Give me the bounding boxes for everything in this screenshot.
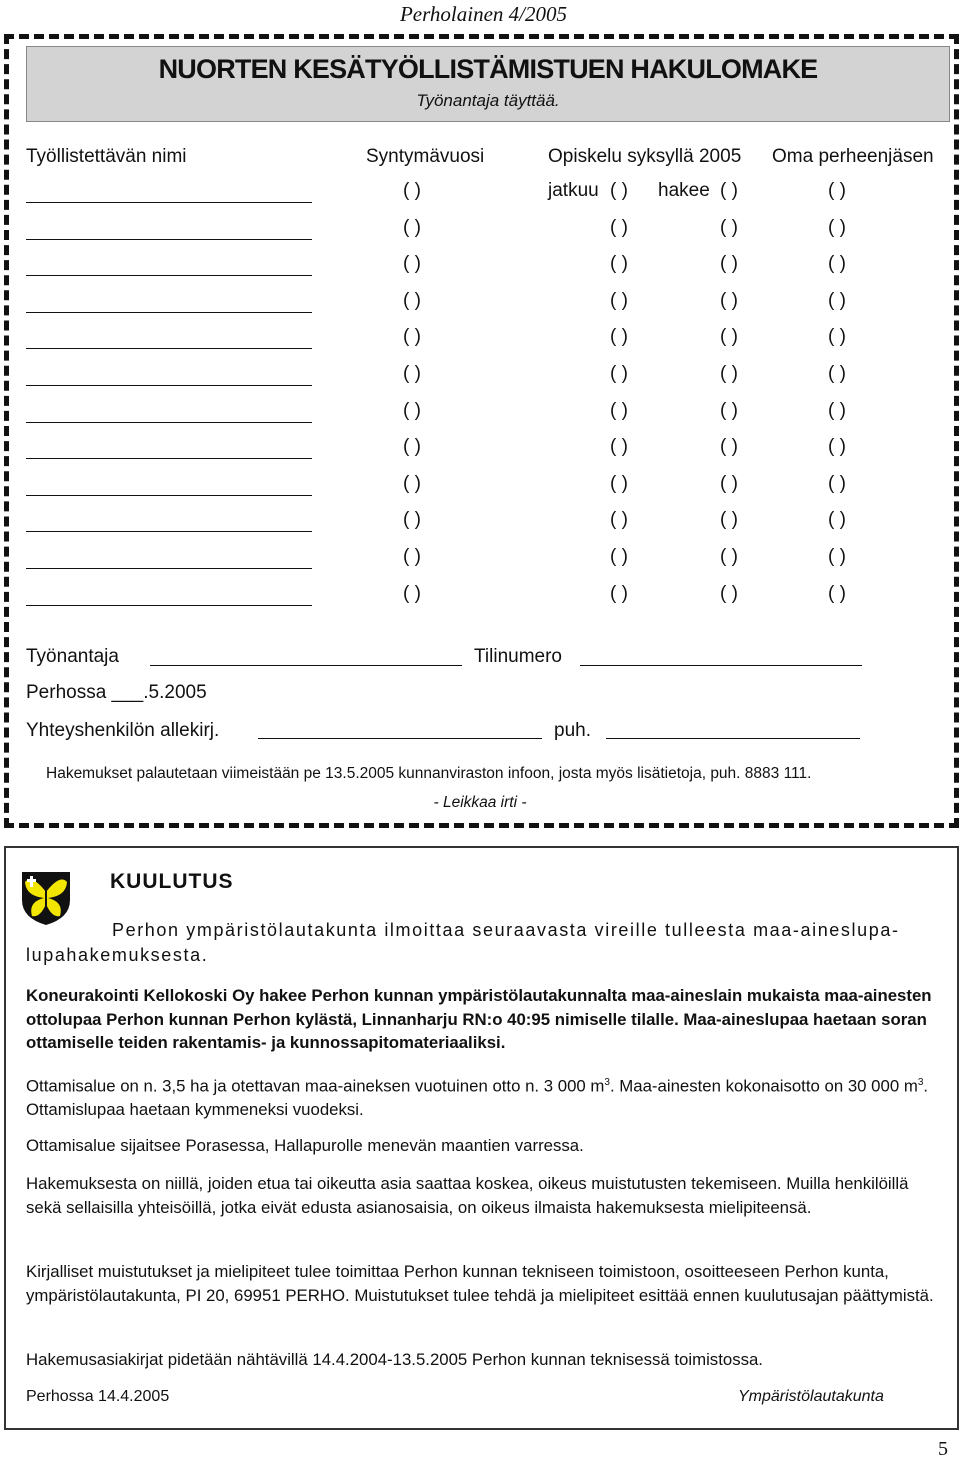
- family-member-checkbox[interactable]: ( ): [828, 289, 846, 311]
- contact-signature-field[interactable]: [258, 738, 542, 739]
- continues-checkbox[interactable]: ( ): [610, 509, 628, 531]
- column-birth-year: Syntymävuosi: [366, 146, 485, 167]
- phone-label: puh.: [554, 720, 591, 741]
- name-field[interactable]: [26, 568, 312, 569]
- applies-checkbox[interactable]: ( ): [720, 326, 738, 348]
- applicant-row: [0, 436, 960, 466]
- name-field[interactable]: [26, 385, 312, 386]
- continues-checkbox[interactable]: ( ): [610, 253, 628, 275]
- applies-checkbox[interactable]: ( ): [720, 399, 738, 421]
- sign-place: Perhossa 14.4.2005: [26, 1388, 170, 1405]
- birth-year-field[interactable]: ( ): [403, 436, 421, 458]
- column-family: Oma perheenjäsen: [772, 146, 934, 167]
- applicant-row: [0, 363, 960, 393]
- applicant-row: [0, 180, 960, 210]
- paragraph-location: Ottamisalue sijaitsee Porasessa, Hallapurolle menevän maantien varressa.: [26, 1136, 584, 1155]
- continues-checkbox[interactable]: ( ): [610, 472, 628, 494]
- birth-year-field[interactable]: ( ): [403, 546, 421, 567]
- applicant-row: [0, 326, 960, 356]
- page-number: 5: [938, 1438, 948, 1460]
- applicant-row: [0, 509, 960, 539]
- paragraph-area: Ottamisalue on n. 3,5 ha ja otettavan maa-aineksen vuotuinen otto n. 3 000 $m^3$. Maa-ainesten kokonaisotto on 30 000 $m^3$. Ottamislupaa haetaan kymmeneksi vuodeksi.: [26, 1076, 929, 1120]
- applies-checkbox[interactable]: ( ): [720, 289, 738, 311]
- family-member-checkbox[interactable]: ( ): [828, 363, 846, 384]
- cut-here-label: - Leikkaa irti -: [433, 794, 527, 811]
- applies-checkbox[interactable]: ( ): [720, 509, 738, 531]
- place-date: Perhossa ___.5.2005: [26, 682, 207, 703]
- birth-year-field[interactable]: ( ): [403, 582, 421, 604]
- announcement-title: KUULUTUS: [110, 870, 234, 893]
- family-member-checkbox[interactable]: ( ): [828, 253, 846, 275]
- paragraph-submissions: Kirjalliset muistutukset ja mielipiteet tulee toimittaa Perhon kunnan tekniseen toimistoon, osoitteeseen Perhon kunta, ympäristölautakunta, PI 20, 69951 PERHO. Muistutukset tulee tehdä ja mielipiteet esittää ennen kuulutusajan päättymistä.: [26, 1262, 934, 1305]
- continues-checkbox[interactable]: ( ): [610, 180, 628, 201]
- name-field[interactable]: [26, 531, 312, 532]
- family-member-checkbox[interactable]: ( ): [828, 399, 846, 421]
- return-note: Hakemukset palautetaan viimeistään pe 13.5.2005 kunnanviraston infoon, josta myös lisätietoja, puh. 8883 111.: [46, 765, 812, 782]
- continues-checkbox[interactable]: ( ): [610, 399, 628, 421]
- continues-checkbox[interactable]: ( ): [610, 582, 628, 604]
- continues-checkbox[interactable]: ( ): [610, 289, 628, 311]
- birth-year-field[interactable]: ( ): [403, 363, 421, 384]
- applicant-row: [0, 473, 960, 503]
- continues-checkbox[interactable]: ( ): [610, 326, 628, 348]
- applicant-row: [0, 290, 960, 320]
- family-member-checkbox[interactable]: ( ): [828, 546, 846, 567]
- name-field[interactable]: [26, 348, 312, 349]
- column-study: Opiskelu syksyllä 2005: [548, 146, 742, 167]
- birth-year-field[interactable]: ( ): [403, 509, 421, 531]
- name-field[interactable]: [26, 202, 312, 203]
- name-field[interactable]: [26, 422, 312, 423]
- birth-year-field[interactable]: ( ): [403, 253, 421, 275]
- name-field[interactable]: [26, 605, 312, 606]
- applies-checkbox[interactable]: ( ): [720, 436, 738, 458]
- applies-checkbox[interactable]: ( ): [720, 546, 738, 567]
- family-member-checkbox[interactable]: ( ): [828, 436, 846, 458]
- form-title: NUORTEN KESÄTYÖLLISTÄMISTUEN HAKULOMAKE: [158, 54, 818, 84]
- sign-organization: Ympäristölautakunta: [738, 1388, 884, 1405]
- continues-checkbox[interactable]: ( ): [610, 436, 628, 458]
- continues-checkbox[interactable]: ( ): [610, 363, 628, 384]
- column-name: Työllistettävän nimi: [26, 146, 187, 167]
- issue-header: Perholainen 4/2005: [399, 2, 567, 26]
- family-member-checkbox[interactable]: ( ): [828, 472, 846, 494]
- family-member-checkbox[interactable]: ( ): [828, 180, 846, 201]
- birth-year-field[interactable]: ( ): [403, 289, 421, 311]
- name-field[interactable]: [26, 275, 312, 276]
- account-field[interactable]: [580, 665, 862, 666]
- birth-year-field[interactable]: ( ): [403, 399, 421, 421]
- continues-checkbox[interactable]: ( ): [610, 546, 628, 567]
- paragraph-rights: Hakemuksesta on niillä, joiden etua tai oikeutta asia saattaa koskea, oikeus muistutusten tekemiseen. Muilla henkilöillä sekä sellaisilla yhteisöillä, jotka eivät edusta asianosaisia, on oikeus ilmaista hakemuksesta mielipiteensä.: [26, 1174, 909, 1217]
- form-subtitle: Työnantaja täyttää.: [416, 91, 560, 110]
- family-member-checkbox[interactable]: ( ): [828, 509, 846, 531]
- birth-year-field[interactable]: ( ): [403, 180, 421, 201]
- applies-checkbox[interactable]: ( ): [720, 180, 738, 201]
- applies-checkbox[interactable]: ( ): [720, 363, 738, 384]
- continues-checkbox[interactable]: ( ): [610, 216, 628, 238]
- applicant-row: [0, 583, 960, 613]
- birth-year-field[interactable]: ( ): [403, 326, 421, 348]
- applicant-row: [0, 400, 960, 430]
- applicant-row: [0, 253, 960, 283]
- paragraph-documents: Hakemusasiakirjat pidetään nähtävillä 14.4.2004-13.5.2005 Perhon kunnan teknisessä toimistossa.: [26, 1350, 763, 1369]
- announcement-intro: Perhon ympäristölautakunta ilmoittaa seuraavasta vireille tulleesta maa-aineslupa-lupahakemuksesta.: [26, 920, 900, 965]
- name-field[interactable]: [26, 458, 312, 459]
- applicant-row: [0, 217, 960, 247]
- phone-field[interactable]: [606, 738, 860, 739]
- applies-checkbox[interactable]: ( ): [720, 253, 738, 275]
- applies-checkbox[interactable]: ( ): [720, 582, 738, 604]
- applies-checkbox[interactable]: ( ): [720, 472, 738, 494]
- continues-label: jatkuu: [548, 180, 599, 201]
- form-title-box: [26, 46, 950, 122]
- family-member-checkbox[interactable]: ( ): [828, 582, 846, 604]
- birth-year-field[interactable]: ( ): [403, 216, 421, 238]
- applies-label: hakee: [658, 180, 710, 201]
- name-field[interactable]: [26, 312, 312, 313]
- family-member-checkbox[interactable]: ( ): [828, 216, 846, 238]
- family-member-checkbox[interactable]: ( ): [828, 326, 846, 348]
- applies-checkbox[interactable]: ( ): [720, 216, 738, 238]
- name-field[interactable]: [26, 239, 312, 240]
- name-field[interactable]: [26, 495, 312, 496]
- contact-label: Yhteyshenkilön allekirj.: [26, 720, 220, 741]
- employer-label: Työnantaja: [26, 646, 119, 667]
- applicant-row: [0, 546, 960, 576]
- paragraph-application: Koneurakointi Kellokoski Oy hakee Perhon kunnan ympäristölautakunnalta maa-aineslain mukaista maa-ainesten ottolupaa Perhon kunnan Perhon kylästä, Linnanharju RN:o 40:95 nimiselle tilalle. Maa-aineslupaa haetaan soran ottamiselle teiden rakentamis- ja kunnossapitomateriaaliksi.: [26, 986, 932, 1052]
- birth-year-field[interactable]: ( ): [403, 472, 421, 494]
- employer-field[interactable]: [150, 665, 462, 666]
- account-label: Tilinumero: [474, 646, 562, 667]
